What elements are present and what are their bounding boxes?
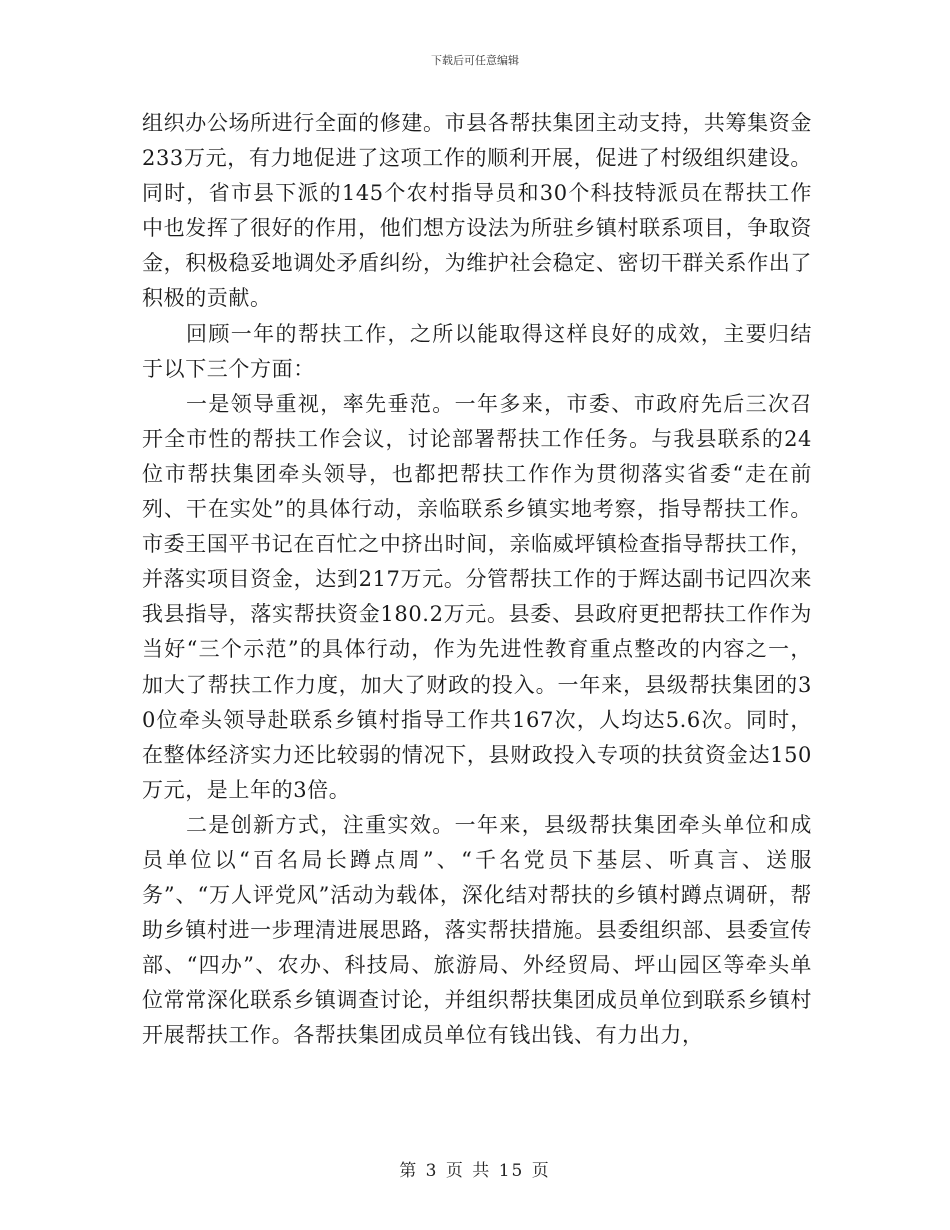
paragraph-2: 回顾一年的帮扶工作，之所以能取得这样良好的成效，主要归结于以下三个方面： [142,321,812,381]
page-header: 下载后可任意编辑 [431,54,519,67]
paragraph-1: 组织办公场所进行全面的修建。市县各帮扶集团主动支持，共筹集资金233万元，有力地促进了这项工作的顺利开展，促进了村级组织建设。同时，省市县下派的145个农村指导员和30个科技特派员在帮扶工作中也发挥了很好的作用，他们想方设法为所驻乡镇村联系项目，争取资金，积极稳妥地调处矛盾纠纷，为维护社会稳定、密切干群关系作出了积极的贡献。 [142,111,812,311]
paragraph-3: 一是领导重视，率先垂范。一年多来，市委、市政府先后三次召开全市性的帮扶工作会议，讨论部署帮扶工作任务。与我县联系的24位市帮扶集团牵头领导，也都把帮扶工作作为贯彻落实省委“走在前列、干在实处”的具体行动，亲临联系乡镇实地考察，指导帮扶工作。市委王国平书记在百忙之中挤出时间，亲临威坪镇检查指导帮扶工作，并落实项目资金，达到217万元。分管帮扶工作的于辉达副书记四次来我县指导，落实帮扶资金180.2万元。县委、县政府更把帮扶工作作为当好“三个示范”的具体行动，作为先进性教育重点整改的内容之一，加大了帮扶工作力度，加大了财政的投入。一年来，县级帮扶集团的30位牵头领导赴联系乡镇村指导工作共167次，人均达5.6次。同时，在整体经济实力还比较弱的情况下，县财政投入专项的扶贫资金达150万元，是上年的3倍。 [142,391,812,802]
paragraph-4: 二是创新方式，注重实效。一年来，县级帮扶集团牵头单位和成员单位以“百名局长蹲点周”、“千名党员下基层、听真言、送服务”、“万人评党风”活动为载体，深化结对帮扶的乡镇村蹲点调研，帮助乡镇村进一步理清进展思路，落实帮扶措施。县委组织部、县委宣传部、“四办”、农办、科技局、旅游局、外经贸局、坪山园区等牵头单位常常深化联系乡镇调查讨论，并组织帮扶集团成员单位到联系乡镇村开展帮扶工作。各帮扶集团成员单位有钱出钱、有力出力， [142,812,812,1048]
page-number-footer: 第 3 页 共 15 页 [399,1161,551,1181]
document-body [142,106,812,1054]
